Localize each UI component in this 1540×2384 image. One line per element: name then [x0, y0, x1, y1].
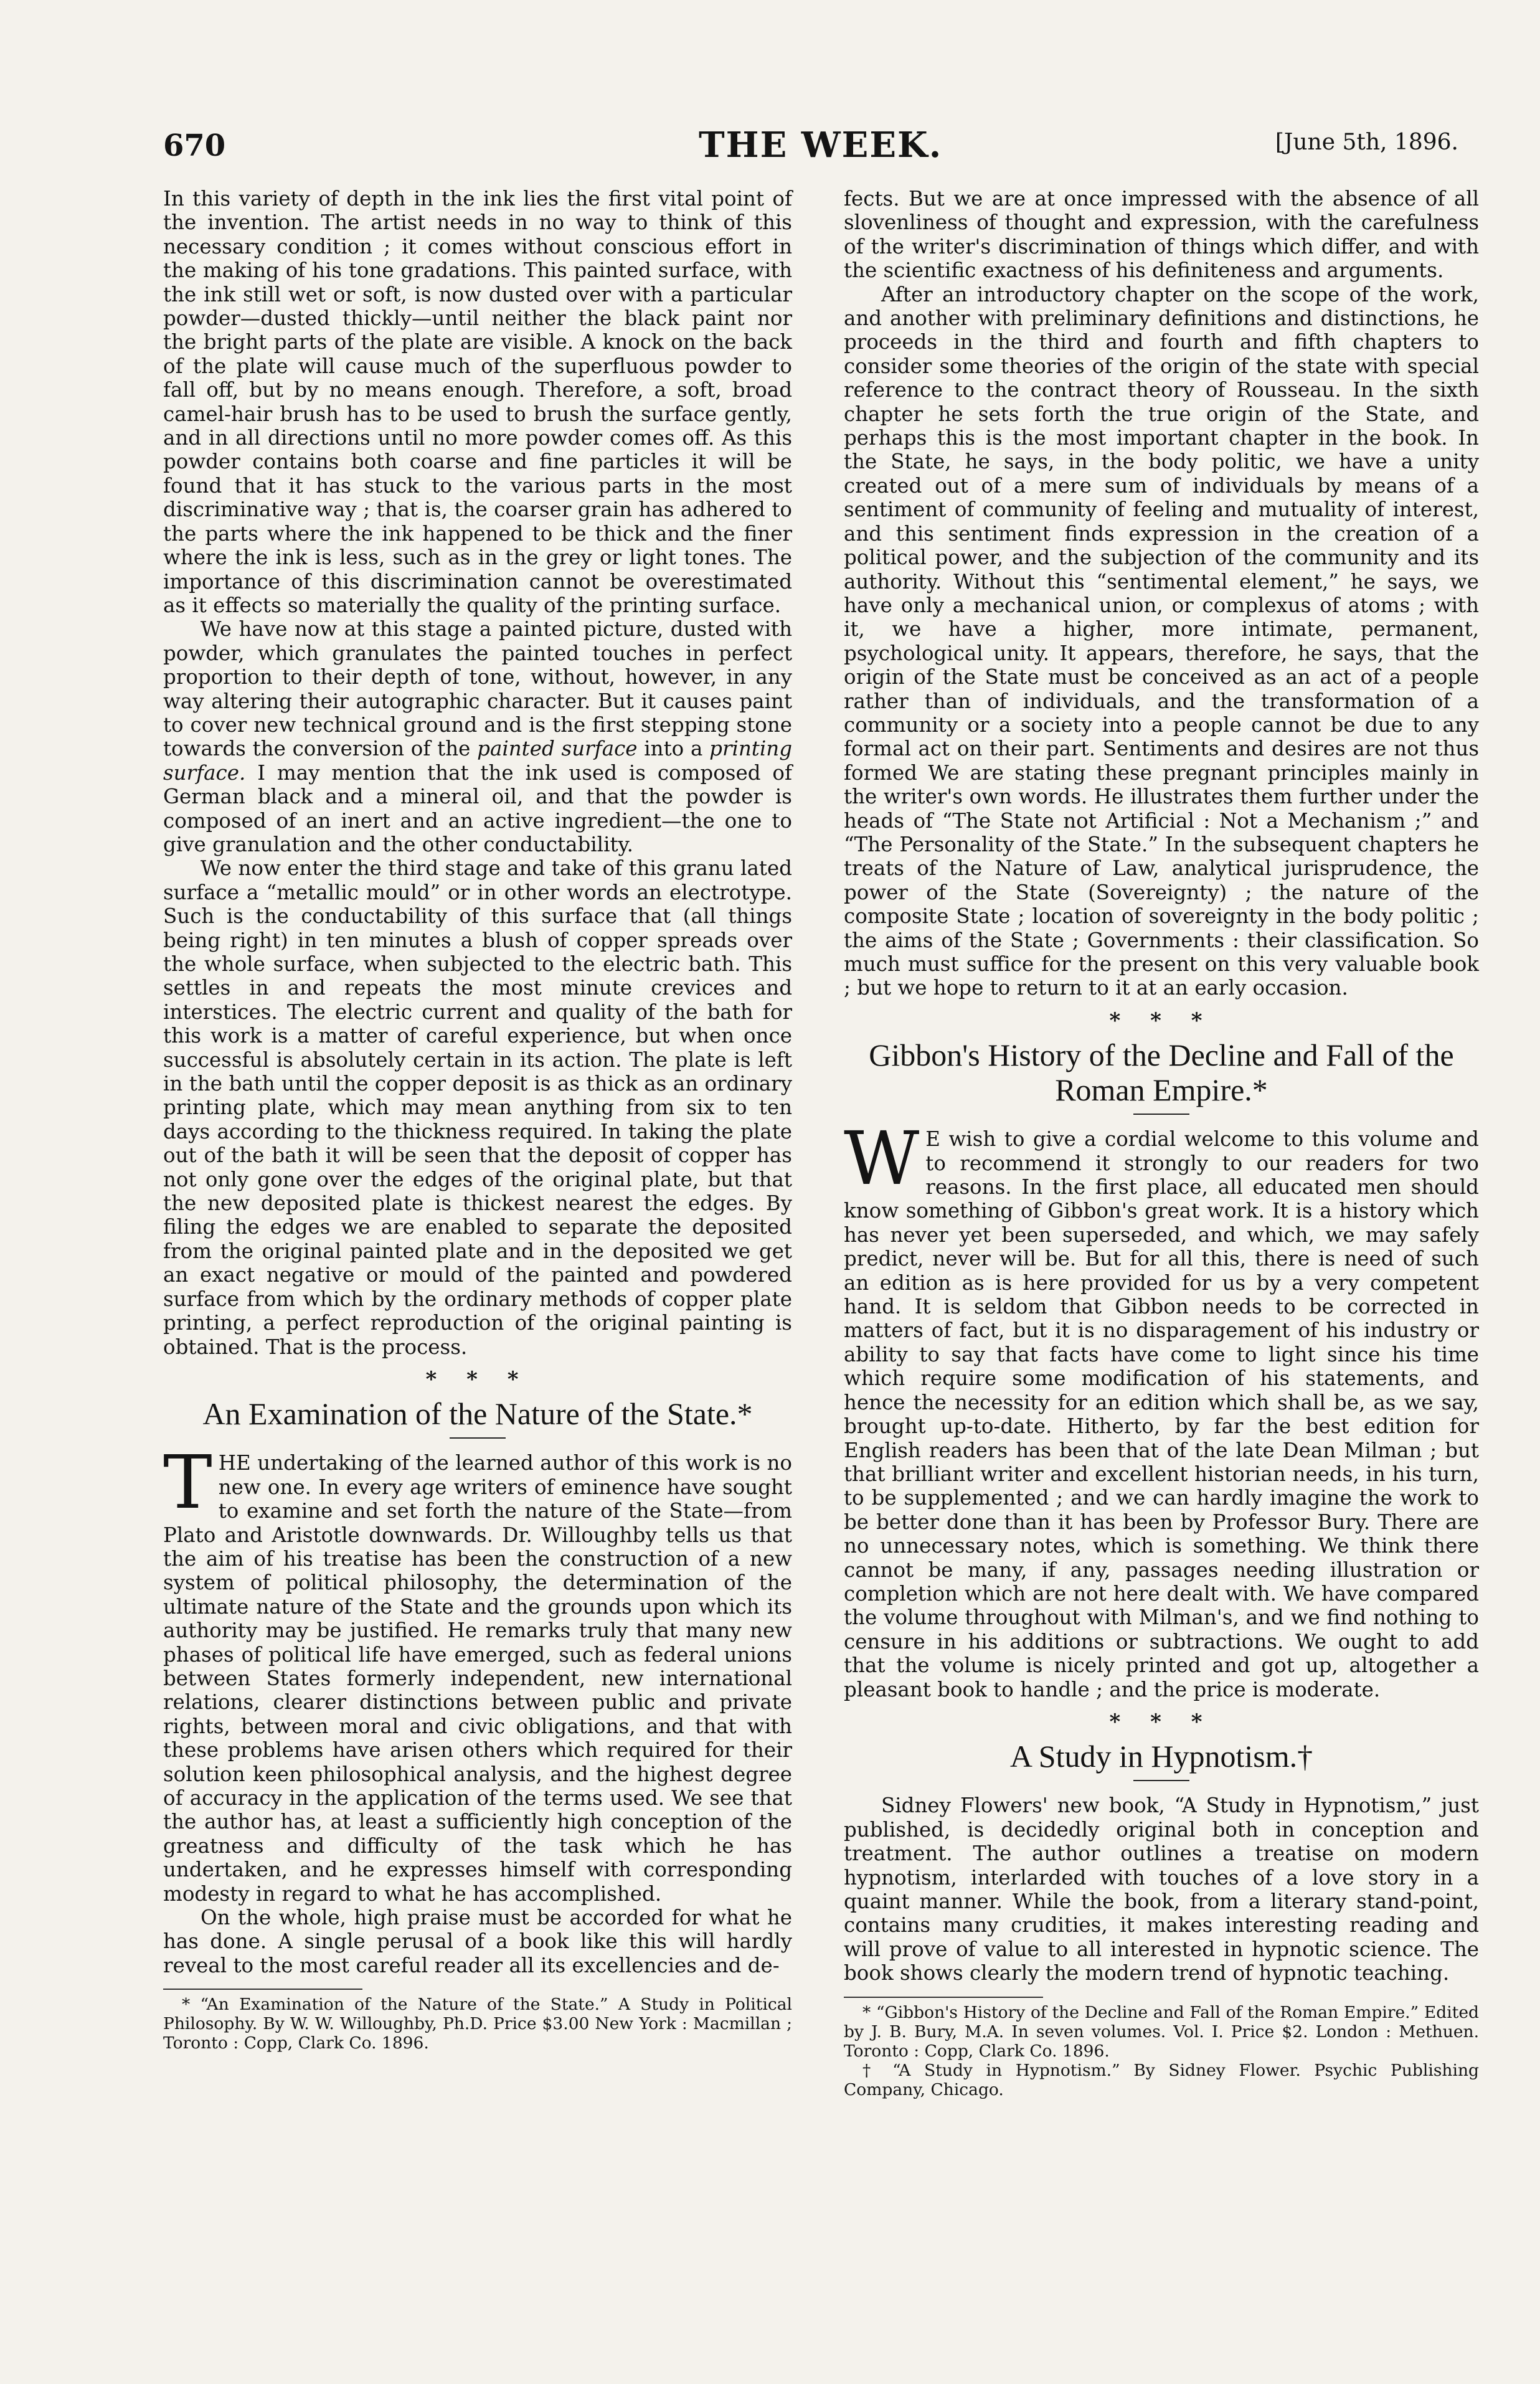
footnote-rule: [844, 1997, 1043, 1998]
paragraph: [163, 617, 792, 856]
footnote: * “Gibbon's History of the Decline and Fall of the Roman Empire.” Edited by J. B. Bury, M.A. In seven volumes. Vol. I. Price $2. London : Methuen. Toronto : Copp, Clark Co. 1896.: [844, 2002, 1479, 2061]
paragraph: [163, 1439, 792, 1906]
text-run: HE undertaking of the learned author of this work is no new one. In every age writers of eminence have sought to examine and set forth the nature of the State—from Plato and Aristotle downwards. Dr. Willoughby tells us that the aim of his treatise has been the construction of a new system of political philosophy, the determination of the ultimate nature of the State and the grounds upon which its authority may be justified. He remarks truly that many new phases of political life have emerged, such as federal unions between States formerly independent, new international relations, clearer distinctions between public and private rights, between moral and civic obligations, and that with these problems have arisen others which required for their solution keen philosophical analysis, and the highest degree of accuracy in the application of the terms used. We see that the author has, at least a sufficiently high conception of the greatness and difficulty of the task which he has undertaken, and he expresses himself with corresponding modesty in regard to what he has accomplished.: [163, 1451, 792, 1906]
left-column: [163, 187, 792, 2053]
section-divider-stars: * * *: [1109, 1709, 1214, 1734]
title-rule: [450, 1437, 506, 1439]
paragraph: After an introductory chapter on the scope of the work, and another with preliminary definitions and distinctions, he proceeds in the third and fourth and fifth chapters to consider some theories of the origin of the state with special reference to the contract theory of Rousseau. In the sixth chapter he sets forth the true origin of the State, and perhaps this is the most important chapter in the book. In the State, he says, in the body politic, we have a unity created out of a mere sum of individuals by means of a sentiment of community of feeling and mutuality of interest, and this sentiment finds expression in the creation of a political power, and the subjection of the community and its authority. Without this “sentimental element,” he says, we have only a mechanical union, or complexus of atoms ; with it, we have a higher, more intimate, permanent, psychological unity. It appears, therefore, he says, that the origin of the State must be conceived as an act of a people rather than of individuals, and the transformation of a community or a society into a people cannot be due to any formal act on their part. Sentiments and desires are not thus formed We are stating these pregnant principles mainly in the writer's own words. He illustrates them further under the heads of “The State not Artificial : Not a Mechanism ;” and “The Personality of the State.” In the subsequent chapters he treats of the Nature of Law, analytical jurisprudence, the power of the State (Sovereignty) ; the nature of the composite State ; location of sovereignty in the body politic ; the aims of the State ; Governments : their classification. So much must suffice for the present on this very valuable book ; but we hope to return to it at an early occasion.: [844, 282, 1479, 1000]
footnote-rule: [163, 1989, 362, 1990]
section-divider-stars: * * *: [425, 1366, 530, 1392]
paragraph: Sidney Flowers' new book, “A Study in Hypnotism,” just published, is decidedly original both in conception and treatment. The author outlines a treatise on modern hypnotism, interlarded with touches of a love story in a quaint manner. While the book, from a literary stand-point, contains many crudities, it makes interesting reading and will prove of value to all interested in hypnotic science. The book shows clearly the modern trend of hypnotic teaching.: [844, 1794, 1479, 1985]
paragraph: [844, 1115, 1479, 1701]
page-number: 670: [163, 128, 226, 163]
paragraph: In this variety of depth in the ink lies the first vital point of the invention. The artist needs in no way to think of this necessary condition ; it comes without conscious effort in the making of his tone gradations. This painted surface, with the ink still wet or soft, is now dusted over with a particular powder—dusted thickly—until neither the black paint nor the bright parts of the plate are visible. A knock on the back of the plate will cause much of the superfluous powder to fall off, but by no means enough. Therefore, a soft, broad camel-hair brush has to be used to brush the surface gently, and in all directions until no more powder comes off. As this powder contains both coarse and fine particles it will be found that it has stuck to the various parts in the most discriminative way ; that is, the coarser grain has adhered to the parts where the ink happened to be thick and the finer where the ink is less, such as in the grey or light tones. The importance of this discrimination cannot be overestimated as it effects so materially the quality of the printing surface.: [163, 187, 792, 617]
text-run: E wish to give a cordial welcome to this volume and to recommend it strongly to our readers for two reasons. In the first place, all educated men should know something of Gibbon's great work. It is a history which has never yet been superseded, and which, we may safely predict, never will be. But for all this, there is need of such an edition as is here provided for us by a very competent hand. It is seldom that Gibbon needs to be corrected in matters of fact, but it is no disparagement of his industry or ability to say that facts have come to light since his time which require some modification of his statements, and hence the necessity for an edition which shall be, as we say, brought up-to-date. Hitherto, by far the best edition for English readers has been that of the late Dean Milman ; but that brilliant writer and excellent historian needs, in his turn, to be supplemented ; and we can hardly imagine the work to be better done than it has been by Professor Bury. There are no unnecessary notes, which is something. We think there cannot be many, if any, passages needing illustration or completion which are not here dealt with. We have compared the volume throughout with Milman's, and we find nothing to censure in his additions or subtractions. We ought to add that the volume is nicely printed and got up, altogether a pleasant book to handle ; and the price is moderate.: [844, 1127, 1479, 1701]
text-run: We have now at this stage a painted picture, dusted with powder, which granulates the painted touches in perfect proportion to their depth of tone, without, however, in any way altering their autographic character. But it causes paint to cover new technical ground and is the first stepping stone towards the conversion of the: [163, 617, 792, 761]
emphasis: painted surface: [477, 737, 638, 761]
drop-cap: W: [844, 1115, 920, 1202]
article-title: A Study in Hypnotism.†: [1009, 1739, 1313, 1774]
text-run: I may mention that the ink used is composed of German black and a mineral oil, and that the powder is composed of an inert and an active ingredient—the one to give granulation and the other conductability.: [163, 760, 792, 856]
paragraph: We now enter the third stage and take of this granu lated surface a “metallic mould” or in other words an electrotype. Such is the conductability of this surface that (all things being right) in ten minutes a blush of copper spreads over the whole surface, when subjected to the electric bath. This settles in and repeats the most minute crevices and interstices. The electric current and quality of the bath for this work is a matter of careful experience, but when once successful is absolutely certain in its action. The plate is left in the bath until the copper deposit is as thick as an ordinary printing plate, which may mean anything from six to ten days according to the thickness required. In taking the plate out of the bath it will be seen that the deposit of copper has not only gone over the edges of the original plate, but that the new deposited plate is thickest nearest the edges. By filing the edges we are enabled to separate the deposited from the original painted plate and in the deposited we get an exact negative or mould of the painted and powdered surface from which by the ordinary methods of copper plate printing, a perfect reproduction of the original painting is obtained. That is the process.: [163, 856, 792, 1359]
footnote: † “A Study in Hypnotism.” By Sidney Flower. Psychic Publishing Company, Chicago.: [844, 2060, 1479, 2099]
section-divider-stars: * * *: [1109, 1008, 1214, 1033]
right-column: [844, 187, 1479, 2099]
page-header: [163, 125, 1458, 181]
drop-cap: T: [163, 1439, 212, 1526]
emphasis: printing surface.: [163, 737, 792, 785]
issue-date: [June 5th, 1896.: [1275, 130, 1458, 155]
article-title: Gibbon's History of the Decline and Fall of the Roman Empire.*: [869, 1038, 1454, 1108]
title-rule: [1133, 1780, 1189, 1781]
text-run: into a: [637, 737, 710, 761]
title-rule: [1133, 1114, 1189, 1115]
footnote: * “An Examination of the Nature of the State.” A Study in Political Philosophy. By W. W. Willoughby, Ph.D. Price $3.00 New York : Macmillan ; Toronto : Copp, Clark Co. 1896.: [163, 1995, 792, 2053]
article-title: An Examination of the Nature of the State.*: [202, 1396, 753, 1432]
journal-title: THE WEEK.: [699, 125, 943, 166]
paragraph: On the whole, high praise must be accorded for what he has done. A single perusal of a book like this will hardly reveal to the most careful reader all its excellencies and de-: [163, 1906, 792, 1977]
paragraph: fects. But we are at once impressed with the absence of all slovenliness of thought and expression, with the carefulness of the writer's discrimination of things which differ, and with the scientific exactness of his definiteness and arguments.: [844, 187, 1479, 283]
